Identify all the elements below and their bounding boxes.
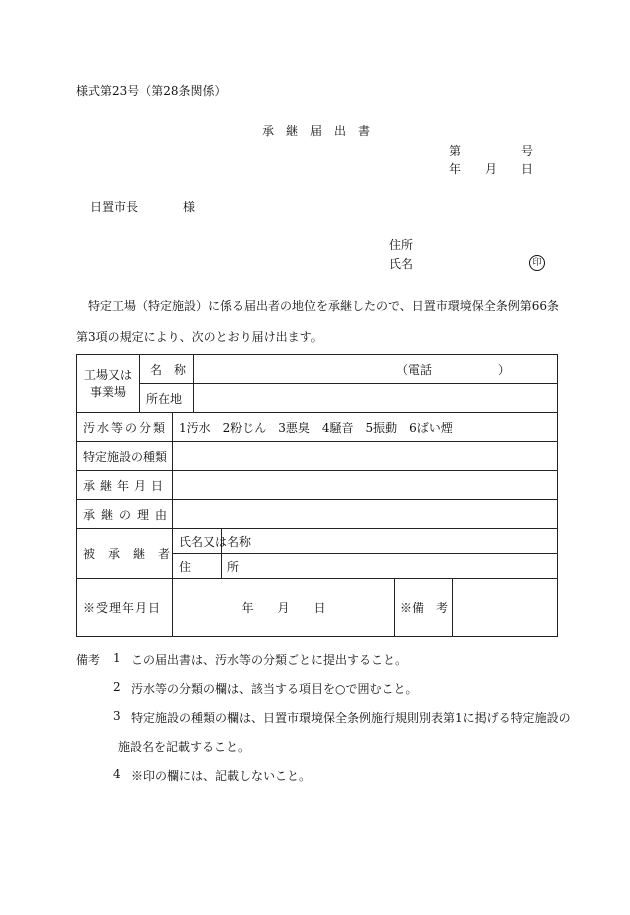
form-number: 様式第23号（第28条関係） (76, 84, 227, 98)
note-2-text: 汚水等の分類の欄は、該当する項目を○で囲むこと。 (131, 682, 418, 696)
addressee-sama: 様 (183, 200, 196, 214)
table-row-category (77, 413, 558, 442)
name-label: 名 称 (150, 362, 187, 377)
phone-close: ） (498, 362, 511, 377)
notification-table (76, 354, 558, 637)
facility-type-label: 特定施設の種類 (77, 442, 173, 471)
seal-mark (529, 254, 545, 271)
category-label: 汚水等の分類 (77, 413, 173, 442)
note-3-text: 特定施設の種類の欄は、日置市環境保全条例施行規則別表第1に掲げる特定施設の (131, 711, 571, 725)
note-3-continuation: 施設名を記載すること。 (118, 740, 251, 754)
remarks-value-cell[interactable] (453, 579, 557, 636)
note-4-text: ※印の欄には、記載しないこと。 (131, 769, 312, 783)
applicant-address-label: 住所 (389, 238, 414, 252)
receipt-date-value: 年 月 日 (173, 579, 395, 637)
document-title: 承 継 届 出 書 (261, 124, 370, 138)
addressee-name: 日置市長 (90, 200, 139, 214)
succession-date-label: 承継年月日 (77, 471, 173, 500)
applicant-name-label: 氏名 (389, 257, 414, 271)
succession-reason-value-cell[interactable] (173, 500, 558, 529)
statement-paragraph: 特定工場（特定施設）に係る届出者の地位を承継したので、日置市環境保全条例第66条第3項の規定により、次のとおり届け出ます。 (76, 299, 560, 344)
receipt-date-label: ※受理年月日 (77, 579, 173, 637)
facility-type-value-cell[interactable] (173, 442, 558, 471)
seal-icon: 印 (529, 255, 545, 271)
note-2-num: 2 (113, 680, 121, 694)
notes-heading: 備考 (76, 653, 101, 667)
note-1-num: 1 (113, 651, 121, 665)
document-date (449, 160, 533, 177)
pred-address-label: 住 所 (173, 554, 222, 579)
remarks-label: ※備 考 (395, 579, 453, 636)
table-row-succession-reason (77, 500, 558, 529)
pred-name-value-cell[interactable] (222, 529, 558, 554)
predecessor-label: 被承継者 (77, 529, 173, 579)
doc-number-go: 号 (520, 144, 533, 158)
date-month: 月 (484, 162, 497, 176)
location-label: 所在地 (140, 384, 194, 413)
pred-address-value-cell[interactable] (222, 554, 558, 579)
date-day: 日 (520, 162, 533, 176)
table-row-predecessor-name (77, 529, 558, 554)
name-value-cell[interactable] (194, 355, 558, 384)
note-1-text: この届出書は、汚水等の分類ごとに提出すること。 (131, 653, 408, 667)
note-3-num: 3 (113, 709, 121, 723)
pred-name-label: 氏名又は名称 (173, 529, 222, 554)
table-row-succession-date (77, 471, 558, 500)
category-value[interactable]: 1汚水 2粉じん 3悪臭 4騒音 5振動 6ばい煙 (173, 413, 558, 442)
location-value-cell[interactable] (194, 384, 558, 413)
table-row-facility-type (77, 442, 558, 471)
note-4-num: 4 (113, 767, 121, 781)
succession-reason-label: 承継の理由 (77, 500, 173, 529)
doc-number-dai: 第 (449, 144, 462, 158)
table-row-name (77, 355, 558, 384)
phone-label: （電話 (396, 362, 433, 377)
date-year: 年 (449, 162, 462, 176)
factory-label: 工場又は事業場 (77, 355, 140, 413)
document-number (449, 142, 533, 159)
table-row-receipt (77, 579, 558, 637)
table-row-location (77, 384, 558, 413)
succession-date-value-cell[interactable] (173, 471, 558, 500)
